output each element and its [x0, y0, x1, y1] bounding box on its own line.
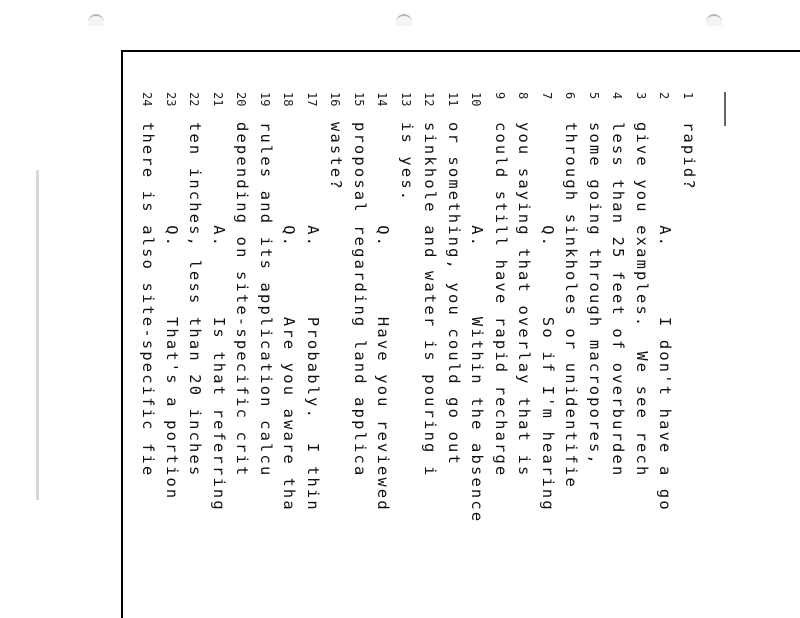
transcript-line — [514, 92, 536, 477]
line-text: give you examples. We see rech — [633, 122, 651, 478]
line-text: Q. So if I'm hearing — [539, 122, 557, 512]
transcript-line — [185, 92, 207, 477]
line-number: 7 — [540, 92, 554, 100]
punch-hole-center — [396, 14, 412, 26]
transcript-line — [678, 92, 700, 191]
line-number: 22 — [187, 92, 202, 107]
rotated-transcript — [82, 92, 700, 618]
transcript-line — [443, 92, 465, 466]
line-number: 14 — [375, 92, 390, 107]
line-text: could still have rapid recharge — [492, 122, 510, 478]
line-number: 13 — [399, 92, 413, 107]
line-number: 16 — [328, 92, 343, 107]
transcript-line — [396, 92, 418, 202]
line-text: depending on site-specific crit — [233, 122, 252, 478]
header-mark — [724, 92, 726, 126]
line-number: 23 — [164, 92, 178, 107]
line-number: 1 — [681, 92, 695, 100]
transcript-line — [467, 92, 489, 523]
line-text: A. Probably. I thin — [304, 122, 322, 512]
line-text: less than 25 feet of overburden — [609, 122, 628, 478]
transcript-line — [420, 92, 442, 477]
line-text: there is also site-specific fie — [139, 122, 158, 478]
transcript-line — [537, 92, 559, 512]
transcript-line — [608, 92, 630, 477]
line-text: is yes. — [398, 122, 416, 203]
line-text: you saying that overlay that is — [515, 122, 534, 478]
line-text: rules and its application calcu — [257, 122, 275, 478]
line-number: 11 — [446, 92, 460, 107]
line-number: 18 — [281, 92, 296, 107]
line-number: 21 — [211, 92, 225, 107]
line-number: 5 — [587, 92, 601, 100]
transcript-line — [326, 92, 348, 191]
line-number: 20 — [234, 92, 249, 107]
line-text: waste? — [327, 122, 346, 191]
scan-edge-shadow — [36, 170, 39, 500]
line-number: 2 — [657, 92, 672, 100]
transcript-line — [631, 92, 653, 477]
punch-hole-left — [88, 14, 104, 26]
line-text: A. Is that referring — [210, 122, 228, 512]
transcript-line — [302, 92, 324, 512]
line-number: 8 — [516, 92, 531, 100]
line-text: sinkhole and water is pouring i — [421, 122, 440, 478]
transcript-line — [161, 92, 183, 500]
line-text: proposal regarding land applica — [351, 122, 369, 478]
transcript-line — [655, 92, 677, 512]
line-text: through sinkholes or unidentifie — [562, 122, 581, 489]
transcript-line — [490, 92, 512, 477]
line-number: 17 — [305, 92, 319, 107]
transcript-line — [138, 92, 160, 477]
line-number: 12 — [422, 92, 437, 107]
line-number: 6 — [563, 92, 578, 100]
transcript-line — [232, 92, 254, 477]
line-text: A. Within the absence — [468, 122, 487, 524]
line-number: 9 — [493, 92, 507, 100]
line-number: 24 — [140, 92, 155, 107]
line-number: 10 — [469, 92, 484, 107]
line-text: Q. Are you aware tha — [280, 122, 299, 512]
transcript-line — [255, 92, 277, 477]
line-text: rapid? — [680, 122, 698, 191]
transcript-line — [279, 92, 301, 512]
transcript-line — [584, 92, 606, 466]
transcript-line — [561, 92, 583, 489]
line-text: some going through macropores, — [586, 122, 604, 466]
line-number: 19 — [258, 92, 272, 107]
line-text: Q. That's a portion — [163, 122, 181, 501]
punch-hole-right — [706, 14, 722, 26]
line-number: 4 — [610, 92, 625, 100]
line-text: or something, you could go out — [445, 122, 463, 466]
line-text: A. I don't have a go — [656, 122, 675, 512]
line-number: 3 — [634, 92, 648, 100]
line-number: 15 — [352, 92, 366, 107]
transcript-line — [373, 92, 395, 512]
line-text: ten inches, less than 20 inches — [186, 122, 205, 478]
transcript-line — [349, 92, 371, 477]
line-text: Q. Have you reviewed — [374, 122, 393, 512]
transcript-line — [208, 92, 230, 512]
